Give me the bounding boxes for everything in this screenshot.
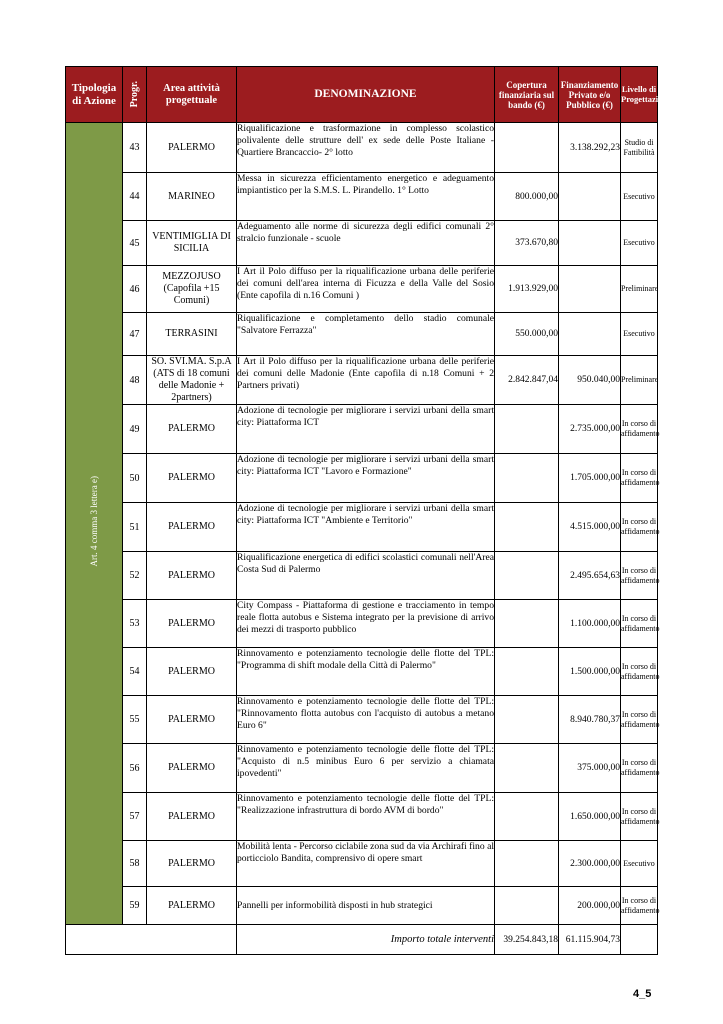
table-row [66, 696, 658, 744]
area-cell: PALERMO [147, 454, 237, 503]
denominazione-cell: Rinnovamento e potenziamento tecnologie delle flotte del TPL: "Programma di shift modale della Città di Palermo" [237, 648, 495, 696]
finanziamento-cell: 1.705.000,00 [559, 454, 621, 503]
livello-cell: Preliminare [621, 356, 658, 405]
finanziamento-cell: 3.138.292,23 [559, 123, 621, 173]
area-cell: MEZZOJUSO (Capofila +15 Comuni) [147, 266, 237, 313]
table-row [66, 356, 658, 405]
area-cell: MARINEO [147, 173, 237, 221]
livello-cell: In corso di affidamento [621, 696, 658, 744]
progr-cell: 47 [123, 313, 147, 356]
denominazione-cell: Messa in sicurezza efficientamento energetico e adeguamento impiantistico per la S.M.S. L. Pirandello. 1° Lotto [237, 173, 495, 221]
finanziamento-cell: 4.515.000,00 [559, 503, 621, 552]
progr-cell: 53 [123, 600, 147, 648]
denominazione-cell: Adeguamento alle norme di sicurezza degli edifici comunali 2° stralcio funzionale - scuole [237, 221, 495, 266]
table-row [66, 454, 658, 503]
progr-cell: 50 [123, 454, 147, 503]
area-cell: PALERMO [147, 793, 237, 841]
header-livello: Livello di Progettazione [621, 67, 658, 123]
table-row [66, 600, 658, 648]
copertura-cell [495, 696, 559, 744]
page-number: 4_5 [633, 988, 652, 1000]
livello-cell: In corso di affidamento [621, 405, 658, 454]
finanziamento-cell: 200.000,00 [559, 887, 621, 925]
livello-cell: Esecutivo [621, 173, 658, 221]
progr-cell: 58 [123, 841, 147, 887]
table-row [66, 744, 658, 793]
livello-cell: In corso di affidamento [621, 793, 658, 841]
table-row [66, 793, 658, 841]
progr-cell: 56 [123, 744, 147, 793]
header-progr: Progr. [123, 67, 147, 123]
area-cell: PALERMO [147, 696, 237, 744]
table-row [66, 887, 658, 925]
denominazione-cell: I Art il Polo diffuso per la riqualificazione urbana delle periferie dei comuni delle Madonie (Ente capofila di n.18 Comuni + 2 Partners privati) [237, 356, 495, 405]
denominazione-cell: Rinnovamento e potenziamento tecnologie delle flotte del TPL: "Acquisto di n.5 minibus Euro 6 per servizio a chiamata ipovedenti" [237, 744, 495, 793]
total-row [66, 925, 658, 955]
area-cell: PALERMO [147, 552, 237, 600]
table-row [66, 552, 658, 600]
progr-cell: 52 [123, 552, 147, 600]
copertura-cell [495, 503, 559, 552]
area-cell: PALERMO [147, 648, 237, 696]
table-row [66, 266, 658, 313]
progr-cell: 54 [123, 648, 147, 696]
table-row [66, 123, 658, 173]
livello-cell: Esecutivo [621, 221, 658, 266]
denominazione-cell: Pannelli per informobilità disposti in hub strategici [237, 887, 495, 925]
table-row [66, 503, 658, 552]
copertura-cell [495, 793, 559, 841]
finanziamento-cell [559, 221, 621, 266]
total-blank-cell [66, 925, 237, 955]
livello-cell: Esecutivo [621, 313, 658, 356]
area-cell: TERRASINI [147, 313, 237, 356]
livello-cell: In corso di affidamento [621, 552, 658, 600]
table-row [66, 313, 658, 356]
progr-cell: 48 [123, 356, 147, 405]
finanziamento-cell: 950.040,00 [559, 356, 621, 405]
table-header-row [66, 67, 658, 123]
livello-cell: In corso di affidamento [621, 648, 658, 696]
table-row [66, 173, 658, 221]
finanziamento-cell: 1.100.000,00 [559, 600, 621, 648]
denominazione-cell: Rinnovamento e potenziamento tecnologie delle flotte del TPL: "Realizzazione infrastruttura di bordo AVM di bordo" [237, 793, 495, 841]
area-cell: PALERMO [147, 123, 237, 173]
finanziamento-cell [559, 313, 621, 356]
denominazione-cell: Adozione di tecnologie per migliorare i servizi urbani della smart city: Piattaforma ICT [237, 405, 495, 454]
denominazione-cell: Adozione di tecnologie per migliorare i servizi urbani della smart city: Piattaforma ICT "Lavoro e Formazione" [237, 454, 495, 503]
finanziamento-cell [559, 266, 621, 313]
area-cell: VENTIMIGLIA DI SICILIA [147, 221, 237, 266]
copertura-cell: 373.670,80 [495, 221, 559, 266]
progr-cell: 51 [123, 503, 147, 552]
total-copertura: 39.254.843,18 [495, 925, 559, 955]
table-row [66, 221, 658, 266]
area-cell: PALERMO [147, 841, 237, 887]
progr-cell: 57 [123, 793, 147, 841]
table-row [66, 648, 658, 696]
livello-cell: In corso di affidamento [621, 887, 658, 925]
area-cell: PALERMO [147, 600, 237, 648]
denominazione-cell: Riqualificazione energetica di edifici scolastici comunali nell'Area Costa Sud di Palermo [237, 552, 495, 600]
progr-cell: 59 [123, 887, 147, 925]
total-livello-blank [621, 925, 658, 955]
finanziamento-cell: 2.495.654,63 [559, 552, 621, 600]
area-cell: PALERMO [147, 744, 237, 793]
finanziamento-cell: 2.300.000,00 [559, 841, 621, 887]
area-cell: PALERMO [147, 887, 237, 925]
livello-cell: In corso di affidamento [621, 600, 658, 648]
progr-cell: 46 [123, 266, 147, 313]
finanziamento-cell: 8.940.780,37 [559, 696, 621, 744]
copertura-cell [495, 887, 559, 925]
denominazione-cell: Adozione di tecnologie per migliorare i servizi urbani della smart city: Piattaforma ICT "Ambiente e Territorio" [237, 503, 495, 552]
area-cell: SO. SVI.MA. S.p.A (ATS di 18 comuni delle Madonie + 2partners) [147, 356, 237, 405]
progr-cell: 45 [123, 221, 147, 266]
copertura-cell [495, 405, 559, 454]
copertura-cell: 550.000,00 [495, 313, 559, 356]
livello-cell: Studio di Fattibilità [621, 123, 658, 173]
finanziamento-cell [559, 173, 621, 221]
finanziamento-cell: 375.000,00 [559, 744, 621, 793]
header-finanziamento: Finanziamento Privato e/o Pubblico (€) [559, 67, 621, 123]
denominazione-cell: Mobilità lenta - Percorso ciclabile zona sud da via Archirafi fino al porticciolo Bandita, comprensivo di opere smart [237, 841, 495, 887]
livello-cell: Esecutivo [621, 841, 658, 887]
copertura-cell [495, 600, 559, 648]
progr-cell: 49 [123, 405, 147, 454]
tipologia-cell [66, 123, 123, 925]
total-label: Importo totale interventi [237, 925, 495, 955]
tipologia-label: Art. 4 comma 3 lettera e) [89, 475, 99, 567]
denominazione-cell: City Compass - Piattaforma di gestione e tracciamento in tempo reale flotta autobus e Sistema integrato per la previsione di arrivo dei mezzi di trasporto pubblico [237, 600, 495, 648]
finanziamento-cell: 1.650.000,00 [559, 793, 621, 841]
header-tipologia: Tipologia di Azione [66, 67, 123, 123]
copertura-cell [495, 648, 559, 696]
copertura-cell: 800.000,00 [495, 173, 559, 221]
finanziamento-cell: 2.735.000,00 [559, 405, 621, 454]
livello-cell: In corso di affidamento [621, 744, 658, 793]
table-row [66, 841, 658, 887]
total-finanziamento: 61.115.904,73 [559, 925, 621, 955]
denominazione-cell: I Art il Polo diffuso per la riqualificazione urbana delle periferie dei comuni dell'area interna di Ficuzza e della Valle del Sosio (Ente capofila di n.16 Comuni ) [237, 266, 495, 313]
progr-cell: 43 [123, 123, 147, 173]
copertura-cell [495, 552, 559, 600]
denominazione-cell: Riqualificazione e trasformazione in complesso scolastico polivalente delle strutture dell' ex sede delle Poste Italiane - Quartiere Brancaccio- 2° lotto [237, 123, 495, 173]
livello-cell: Preliminare [621, 266, 658, 313]
finanziamento-cell: 1.500.000,00 [559, 648, 621, 696]
copertura-cell [495, 454, 559, 503]
header-copertura: Copertura finanziaria sul bando (€) [495, 67, 559, 123]
copertura-cell: 1.913.929,00 [495, 266, 559, 313]
livello-cell: In corso di affidamento [621, 454, 658, 503]
interventions-table [65, 66, 671, 955]
denominazione-cell: Riqualificazione e completamento dello stadio comunale "Salvatore Ferrazza" [237, 313, 495, 356]
table-row [66, 405, 658, 454]
denominazione-cell: Rinnovamento e potenziamento tecnologie delle flotte del TPL: "Rinnovamento flotta autobus con l'acquisto di autobus a metano Euro 6" [237, 696, 495, 744]
header-denominazione: DENOMINAZIONE [237, 67, 495, 123]
copertura-cell [495, 123, 559, 173]
copertura-cell [495, 744, 559, 793]
area-cell: PALERMO [147, 503, 237, 552]
copertura-cell: 2.842.847,04 [495, 356, 559, 405]
progr-cell: 55 [123, 696, 147, 744]
area-cell: PALERMO [147, 405, 237, 454]
livello-cell: In corso di affidamento [621, 503, 658, 552]
header-area: Area attività progettuale [147, 67, 237, 123]
copertura-cell [495, 841, 559, 887]
progr-cell: 44 [123, 173, 147, 221]
